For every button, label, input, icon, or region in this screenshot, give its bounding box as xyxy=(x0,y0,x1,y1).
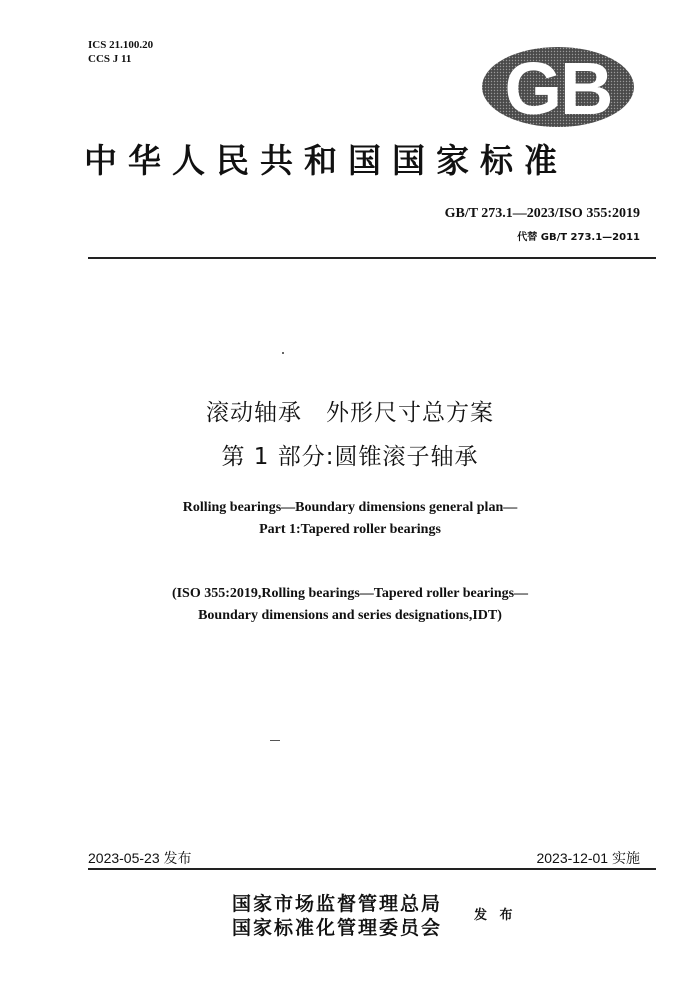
ics-code: ICS 21.100.20 xyxy=(88,39,154,51)
issuer-line1: 国家市场监督管理总局 xyxy=(232,893,443,915)
scan-dot xyxy=(282,352,284,354)
scan-mark xyxy=(270,740,280,741)
ccs-code: CCS J 11 xyxy=(88,53,132,65)
title-cn-line2: 第 1 部分:圆锥滚子轴承 xyxy=(221,444,479,470)
gb-logo-text: GB xyxy=(504,47,612,130)
implementation-date: 2023-12-01 实施 xyxy=(536,850,640,866)
header-divider xyxy=(88,257,656,259)
standard-number: GB/T 273.1—2023/ISO 355:2019 xyxy=(444,206,640,221)
iso-ref-line1: (ISO 355:2019,Rolling bearings—Tapered roller bearings— xyxy=(171,586,529,601)
national-standard-title: 中华人民共和国国家标准 xyxy=(84,141,568,180)
iso-ref-line2: Boundary dimensions and series designations,IDT) xyxy=(198,608,502,623)
issue-date: 2023-05-23 发布 xyxy=(88,850,192,866)
title-en-line2: Part 1:Tapered roller bearings xyxy=(259,522,441,537)
issuer-line2: 国家标准化管理委员会 xyxy=(232,917,443,939)
title-cn-line1: 滚动轴承 外形尺寸总方案 xyxy=(206,400,494,426)
classification-codes xyxy=(88,38,153,66)
gb-logo-icon xyxy=(478,44,638,130)
replaces-note: 代替 GB/T 273.1—2011 xyxy=(517,232,640,243)
footer-divider xyxy=(88,868,656,870)
issue-action: 发 布 xyxy=(474,908,517,923)
title-en-line1: Rolling bearings—Boundary dimensions general plan— xyxy=(182,500,518,515)
